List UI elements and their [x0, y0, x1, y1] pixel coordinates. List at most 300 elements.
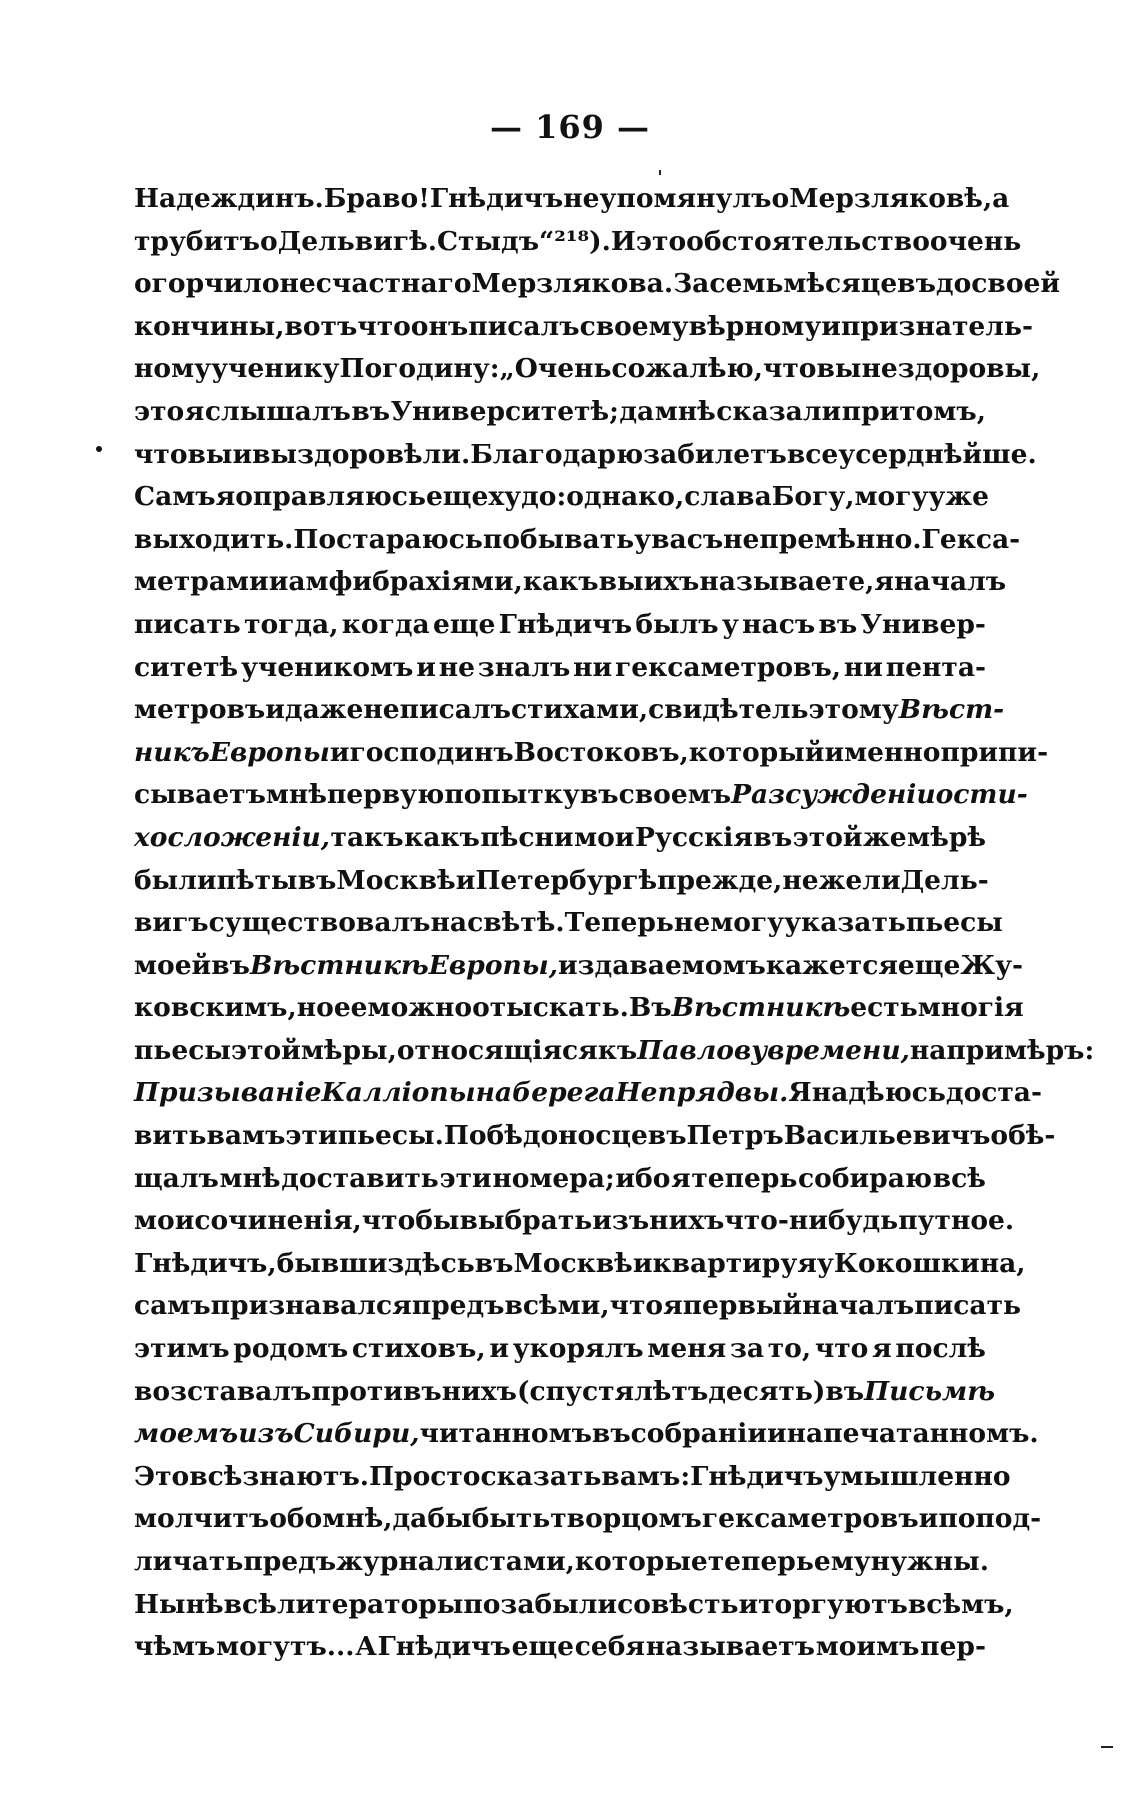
word: Дель- [900, 864, 989, 896]
word: такъ [330, 821, 404, 853]
word: свѣтѣ. [467, 907, 565, 939]
text-line [134, 476, 990, 519]
italic-word: Павлову [637, 1034, 768, 1066]
word: упомянулъ [599, 183, 772, 214]
word: Мерзляковѣ, [789, 183, 993, 214]
word: гексаметровъ [701, 1503, 919, 1535]
text-line [134, 689, 1005, 732]
word: Нынѣ [134, 1588, 224, 1620]
print-speck [659, 170, 661, 175]
word: мнѣ [219, 1162, 281, 1194]
word: (спустя [516, 1375, 635, 1407]
text-line [134, 561, 1007, 604]
word: изъ [592, 1205, 650, 1237]
word: писалъ [468, 310, 580, 342]
word: издаваемомъ [557, 949, 766, 981]
word: трубитъ [134, 225, 260, 257]
word: ибо [615, 1162, 671, 1194]
word: что [134, 438, 188, 470]
word: въ [753, 821, 793, 853]
text-line [134, 519, 1021, 562]
word: нежели [782, 864, 901, 896]
italic-word: Европы, [428, 949, 558, 981]
text-line [134, 774, 1028, 817]
word: попытку [444, 779, 580, 811]
word: мѣсяцевъ [783, 268, 936, 300]
word: выздоровѣли. [252, 438, 471, 470]
word: но [296, 992, 334, 1024]
word: всѣ [223, 1588, 277, 1620]
word: пьесы [905, 907, 1003, 939]
word: до [935, 268, 972, 300]
text-line [134, 1158, 986, 1201]
word: и [918, 1503, 939, 1535]
word: гексаметровъ, [615, 651, 842, 683]
word: къ [597, 1034, 638, 1066]
text-line [134, 1285, 1021, 1328]
word: моимъ [815, 1631, 920, 1663]
word: и [268, 566, 289, 598]
word: какъ [522, 566, 599, 598]
italic-word: Вѣст- [898, 694, 1005, 726]
word: то, [767, 1333, 812, 1365]
word: огорчило [134, 268, 280, 300]
word: противъ [311, 1375, 442, 1407]
word: не [438, 651, 475, 683]
word: не [563, 183, 600, 214]
italic-word: Вѣстникѣ [249, 949, 429, 981]
word: Универ- [860, 608, 986, 640]
word: себя [574, 1631, 646, 1663]
word: относящіяся [396, 1034, 598, 1066]
word: въ [211, 949, 250, 981]
word: самъ [134, 1290, 211, 1322]
word: что [762, 353, 817, 385]
word: и [416, 651, 436, 683]
word: въ [591, 1418, 631, 1450]
word: пента- [885, 651, 986, 683]
word: Гнѣдичъ [690, 1460, 824, 1492]
word: Петръ [686, 1120, 784, 1152]
word: Постараюсь [293, 523, 483, 555]
word: семь [709, 268, 784, 300]
word: надѣюсь [811, 1077, 946, 1109]
word: вигъ [134, 907, 209, 939]
word: могутъ... [216, 1631, 355, 1663]
word: называете, [699, 566, 875, 598]
text-line [134, 348, 1041, 391]
word: я [872, 1333, 892, 1365]
word: этой [792, 821, 863, 853]
word: стихами, [511, 694, 649, 726]
word: первый [682, 1290, 803, 1322]
word: обѣ- [990, 1120, 1056, 1152]
word: мѣры, [300, 1034, 397, 1066]
word: этой [230, 1034, 301, 1066]
word: первую [326, 779, 445, 811]
word: сываетъ [134, 779, 266, 811]
word: Мерзлякова. [471, 268, 674, 300]
text-line [134, 1584, 1014, 1627]
word: предъ [411, 1290, 505, 1322]
word: ковскимъ, [134, 992, 297, 1024]
word: въ [818, 608, 858, 640]
text-line [134, 1030, 1095, 1073]
text-line [134, 1413, 1039, 1456]
word: началъ [802, 1290, 915, 1322]
word: доставить [281, 1162, 439, 1194]
word: За [673, 268, 710, 300]
word: уже [928, 481, 990, 513]
word: личать [134, 1546, 244, 1577]
text-line [134, 1243, 1026, 1286]
text-line [134, 263, 1061, 306]
word: и [766, 1418, 787, 1450]
text-line [134, 732, 1049, 775]
word: мои [574, 821, 635, 853]
word: и [821, 310, 841, 342]
word: всѣми, [504, 1290, 610, 1322]
italic-word: берега [512, 1077, 616, 1109]
italic-word: сти- [953, 779, 1028, 811]
word: своему [579, 310, 689, 342]
word: Стыдъ“ [436, 225, 555, 257]
word: „Очень [499, 353, 612, 385]
word: Браво! [323, 183, 430, 214]
word: сказали [716, 395, 842, 427]
word: родомъ [233, 1333, 349, 1365]
word: теперь [691, 1162, 798, 1194]
word: пьесы. [337, 1120, 444, 1152]
word: многія [917, 992, 1024, 1024]
word: не [673, 907, 711, 939]
word: этому [808, 694, 899, 726]
word: вамъ [206, 1120, 286, 1152]
word: припи- [940, 736, 1049, 768]
word: оправляюсь [235, 481, 426, 513]
word: я [663, 1290, 683, 1322]
word: а [992, 183, 1010, 214]
word: Надеждинъ. [134, 183, 324, 214]
word: вотъ [284, 310, 358, 342]
word: васъ [651, 523, 724, 555]
word: онъ [410, 310, 469, 342]
word: десять) [708, 1375, 826, 1407]
word: Москвѣ [513, 1247, 633, 1279]
page-number: — 169 — [489, 108, 651, 146]
word: какъ [404, 821, 480, 853]
word: Петербургѣ [475, 864, 658, 896]
italic-word: Сибири, [293, 1418, 420, 1450]
word: Въ [628, 992, 672, 1024]
word: всеусерднѣйше. [786, 438, 1037, 470]
word: именно [824, 736, 941, 768]
word: напримѣръ: [909, 1034, 1095, 1066]
word: писать [914, 1290, 1021, 1322]
word: творцомъ [550, 1503, 702, 1535]
word: могу [710, 907, 785, 939]
word: и [329, 736, 350, 768]
word: нихъ [441, 1375, 517, 1407]
word: позабыли [463, 1588, 618, 1620]
word: я [184, 395, 205, 427]
word: выходить. [134, 523, 294, 555]
word: выбрать [459, 1205, 593, 1237]
word: своей [971, 268, 1061, 300]
word: ему [813, 1546, 871, 1577]
word: метровъ [134, 694, 266, 726]
word: вы [598, 566, 644, 598]
word: пѣсни [480, 821, 574, 853]
word: несчастнаго [279, 268, 472, 300]
word: писалъ [399, 694, 511, 726]
word: Богу, [771, 481, 855, 513]
word: слава [684, 481, 772, 513]
word: журналистами, [336, 1546, 575, 1577]
word: укорялъ [512, 1333, 644, 1365]
word: мнѣ [265, 779, 327, 811]
word: всѣ [189, 1460, 243, 1492]
text-line [134, 178, 1010, 221]
word: собраніи [630, 1418, 767, 1450]
word: молчитъ [134, 1503, 270, 1535]
word: Это [134, 1460, 190, 1492]
word: пѣты [216, 864, 298, 896]
word: совѣсть [617, 1588, 739, 1620]
text-line [134, 306, 1033, 349]
word: Гнѣдичъ [429, 183, 564, 214]
word: бывши [276, 1247, 388, 1279]
word: въ [474, 1247, 514, 1279]
word: вы [187, 438, 233, 470]
word: да [619, 395, 655, 427]
word: и [489, 1333, 509, 1365]
word: Теперь [564, 907, 674, 939]
word: читанномъ [419, 1418, 592, 1450]
word: собираю [798, 1162, 933, 1194]
word: Дельвигѣ. [277, 225, 437, 257]
word: въ [351, 395, 391, 427]
word: еще [425, 481, 489, 513]
word: ихъ [643, 566, 700, 598]
word: мои [134, 1205, 195, 1237]
word: чѣмъ [134, 1631, 216, 1663]
word: въ [297, 864, 337, 896]
word: Жу- [960, 949, 1024, 981]
word: были [134, 864, 217, 896]
italic-word: Письмѣ [864, 1375, 996, 1407]
word: номера; [492, 1162, 615, 1194]
word: Гнѣдичъ [377, 1631, 511, 1663]
margin-mark [96, 446, 102, 452]
word: существовалъ [208, 907, 431, 939]
word: Русскія [634, 821, 753, 853]
word: называетъ [645, 1631, 815, 1663]
text-line [134, 434, 1037, 477]
word: мнѣ [654, 395, 716, 427]
word: эти [285, 1120, 338, 1152]
word: ни [573, 651, 613, 683]
text-line [134, 902, 1003, 945]
italic-word: Разсужденіи [731, 779, 936, 811]
word: тогда, [244, 608, 339, 640]
word: господинъ [349, 736, 514, 768]
word: это [134, 395, 185, 427]
word: у [634, 523, 652, 555]
word: который [688, 736, 825, 768]
word: Самъ [134, 481, 216, 513]
word: знаютъ. [242, 1460, 370, 1492]
word: слышалъ [204, 395, 351, 427]
word: ученикомъ [240, 651, 414, 683]
word: за [643, 438, 678, 470]
italic-word: Калліопы [321, 1077, 476, 1109]
text-line [134, 1371, 996, 1414]
word: о [771, 183, 790, 214]
word: худо: [488, 481, 567, 513]
text-line [134, 604, 986, 647]
word: признавался [210, 1290, 412, 1322]
word: меня [647, 1333, 727, 1365]
word: вы [816, 353, 862, 385]
word: есть [850, 992, 918, 1024]
word: этимъ [134, 1333, 230, 1365]
word: зналъ [477, 651, 571, 683]
word: еще [432, 608, 496, 640]
italic-word: Вѣстникѣ [671, 992, 851, 1024]
word: сожалѣю, [611, 353, 763, 385]
word: путное. [898, 1205, 1015, 1237]
word: попод- [938, 1503, 1042, 1535]
word: литераторы [276, 1588, 464, 1620]
word: у [816, 1247, 834, 1279]
word: что [609, 1290, 664, 1322]
word: Просто [369, 1460, 481, 1492]
word: отыскать. [472, 992, 629, 1024]
word: Гнѣдичъ, [134, 1247, 277, 1279]
word: и [632, 1247, 653, 1279]
word: лѣтъ [634, 1375, 709, 1407]
text-line [134, 1115, 1056, 1158]
word: нихъ [649, 1205, 725, 1237]
word: амфибрахіями, [288, 566, 523, 598]
word: Москвѣ [336, 864, 456, 896]
word: всѣмъ, [907, 1588, 1014, 1620]
word: мѣрѣ [907, 821, 986, 853]
word: щалъ [134, 1162, 219, 1194]
word: у [721, 608, 739, 640]
word: ситетѣ [134, 651, 239, 683]
text-line [134, 945, 1024, 988]
italic-word: никъ [134, 736, 210, 768]
word: ее [333, 992, 368, 1024]
word: ²¹⁸). [554, 225, 611, 257]
word: Кокошкина, [833, 1247, 1026, 1279]
italic-word: изъ [238, 1418, 294, 1450]
text-line [134, 1498, 1042, 1541]
word: кажется [765, 949, 898, 981]
word: нездоровы, [861, 353, 1041, 385]
word: признатель- [840, 310, 1033, 342]
word: я [671, 1162, 691, 1194]
word: которые [574, 1546, 708, 1577]
word: своемъ [618, 779, 732, 811]
word: Погодину: [339, 353, 500, 385]
word: всѣ [932, 1162, 986, 1194]
word: И [610, 225, 636, 257]
word: Гнѣдичъ [498, 608, 633, 640]
word: Гекса- [921, 523, 1021, 555]
word: Побѣдоносцевъ [443, 1120, 687, 1152]
word: теперь [707, 1546, 814, 1577]
word: сказать [480, 1460, 602, 1492]
text-line [134, 391, 986, 434]
word: Университетѣ; [390, 395, 619, 427]
word: кончины, [134, 310, 285, 342]
word: метрами [134, 566, 269, 598]
word: Востоковъ, [513, 736, 689, 768]
word: притомъ, [841, 395, 986, 427]
word: въ [579, 779, 619, 811]
word: пер- [920, 1631, 986, 1663]
word: Я [788, 1077, 812, 1109]
italic-word: Призываніе [134, 1077, 322, 1109]
text-line [134, 1541, 989, 1584]
word: не [363, 694, 400, 726]
italic-word: моемъ [134, 1418, 239, 1450]
word: Васильевичъ [783, 1120, 991, 1152]
word: за [729, 1333, 765, 1365]
text-line [134, 817, 986, 860]
text-line [134, 987, 1024, 1030]
word: и [738, 1588, 759, 1620]
word: что [814, 1333, 869, 1365]
word: прежде, [657, 864, 783, 896]
word: очень [929, 225, 1022, 257]
word: вѣрному [688, 310, 822, 342]
word: можно [367, 992, 473, 1024]
word: что [357, 310, 411, 342]
text-line [134, 1328, 986, 1371]
italic-word: Непрядвы. [615, 1077, 789, 1109]
word: когда [341, 608, 430, 640]
word: насъ [742, 608, 816, 640]
word: обо [269, 1503, 323, 1535]
word: предъ [243, 1546, 337, 1577]
italic-word: Европы [209, 736, 330, 768]
word: здѣсь [387, 1247, 475, 1279]
word: стиховъ, [351, 1333, 486, 1365]
word: еще [511, 1631, 575, 1663]
word: былъ [635, 608, 719, 640]
word: торгуютъ [758, 1588, 908, 1620]
word: писать [134, 608, 241, 640]
word: это [635, 225, 687, 257]
word: квартируя [652, 1247, 817, 1279]
text-line [134, 647, 986, 690]
word: могу [854, 481, 929, 513]
italic-word: на [475, 1077, 513, 1109]
word: ни [843, 651, 883, 683]
word: однако, [566, 481, 685, 513]
italic-word: хосложеніи, [134, 821, 331, 853]
word: Благодарю [470, 438, 644, 470]
text-line [134, 860, 989, 903]
word: возставалъ [134, 1375, 312, 1407]
word: нужны. [870, 1546, 989, 1577]
word: еще [897, 949, 961, 981]
text-line [134, 1456, 1011, 1499]
